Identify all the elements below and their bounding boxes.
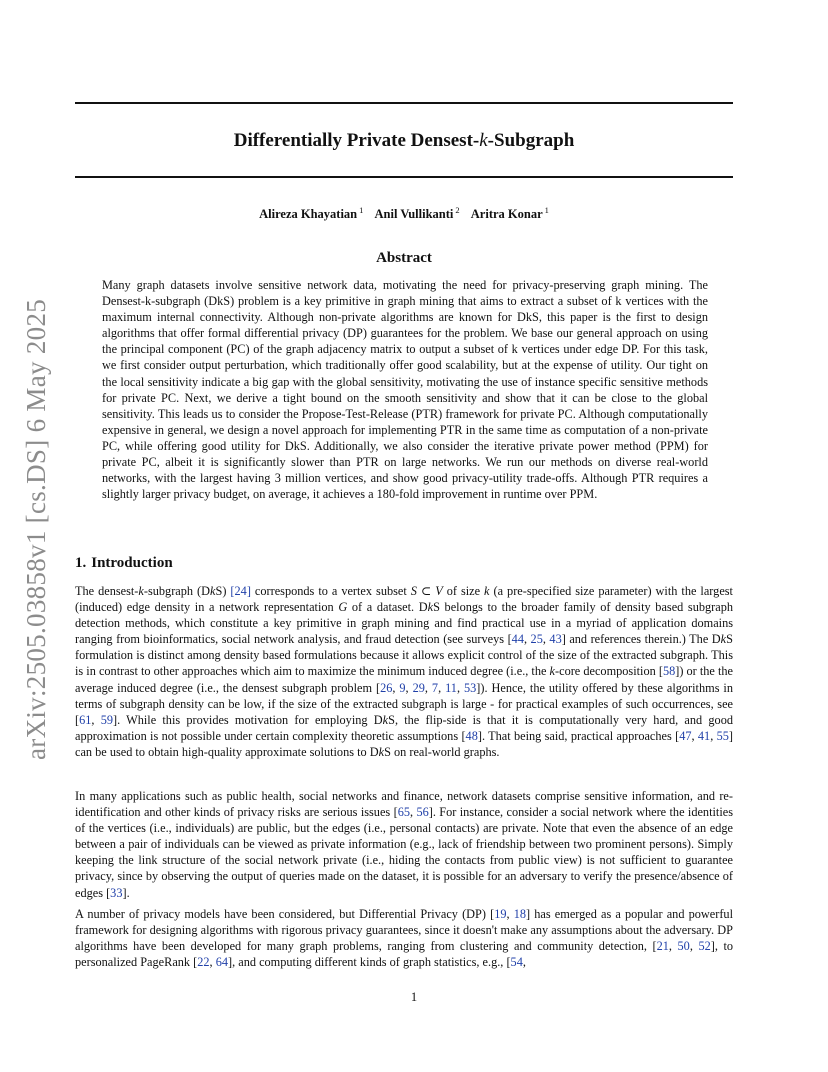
title-top-rule <box>75 102 733 104</box>
math-symbol: k <box>549 664 556 679</box>
author-3: Aritra Konar $^1$ <box>470 205 549 221</box>
arxiv-stamp: arXiv:2505.03858v1 [cs.DS] 6 May 2025 <box>21 298 51 760</box>
citation-link[interactable]: 58 <box>662 664 676 679</box>
citation-link[interactable]: 9 <box>399 680 406 695</box>
title-part-1: Differentially Private Densest- <box>233 130 480 151</box>
citation-link[interactable]: 61 <box>79 712 92 727</box>
citation-link[interactable]: 54 <box>510 955 523 970</box>
author-1: Alireza Khayatian $^1$ <box>259 205 364 221</box>
page-number: 1 <box>410 990 418 1004</box>
citation-link[interactable]: 43 <box>549 632 562 647</box>
math-symbol: k <box>378 744 385 759</box>
author-3-affiliation: 1 <box>544 205 549 215</box>
intro-paragraph-3: A number of privacy models have been considered, but Differential Privacy (DP) [19, 18] has emerged as a popular and powerful framework for designing algorithms with rigorous privacy guarantees, since it doesn't make any assumptions about the adversary. DP algorithms have been developed for many graph problems, ranging from clustering and community detection, [21, 50, 52], to personalized PageRank [22, 64], and computing different kinds of graph statistics, e.g., [54, <box>75 907 734 970</box>
citation-link[interactable]: 56 <box>416 805 429 820</box>
citation-link[interactable]: 50 <box>677 939 690 954</box>
math-symbol: k <box>720 632 727 647</box>
citation-link[interactable]: 29 <box>412 680 425 695</box>
math-symbol: k <box>210 584 216 598</box>
citation-link[interactable]: 48 <box>465 728 478 743</box>
author-2: Anil Vullikanti $^2$ <box>374 205 460 221</box>
math-symbol: G <box>338 600 348 615</box>
citation-link[interactable]: 33 <box>110 885 123 900</box>
author-1-affiliation: 1 <box>359 205 364 215</box>
citation-link[interactable]: 25 <box>530 632 543 647</box>
math-symbol: S ⊂ V <box>410 584 443 598</box>
citation-link[interactable]: 7 <box>431 680 439 695</box>
math-symbol: k <box>484 584 490 598</box>
citation-link[interactable]: 11 <box>445 680 457 695</box>
author-list <box>75 205 733 222</box>
citation-link[interactable]: 59 <box>100 712 113 727</box>
intro-paragraph-2: In many applications such as public health, social networks and finance, network datasets comprise sensitive information, and re-identification and other kinds of privacy risks are serious issues [65, 56]. For instance, consider a social network where the identities of the vertices (i.e., individuals) are public, but the edges (i.e., personal contacts) are private. Note that even the absence of an edge between a pair of individuals can be viewed as private information (e.g., lack of friendship between two prominent persons). Simply keeping the link structure of the social network private (i.e., hiding the contacts from public view) is not sufficient to guarantee privacy, since by observing the output of queries made on the dataset, it is possible for an adversary to verify the presence/absence of edges [33]. <box>75 789 733 900</box>
math-symbol: k <box>138 584 144 598</box>
abstract-heading: Abstract <box>376 250 432 266</box>
citation-link[interactable]: 64 <box>215 955 228 970</box>
section-title: Introduction <box>91 555 173 571</box>
citation-link[interactable]: 21 <box>656 939 669 954</box>
citation-link[interactable]: 53 <box>463 680 477 695</box>
citation-link[interactable]: 41 <box>697 728 711 743</box>
section-number: 1. <box>75 555 87 571</box>
math-symbol: k <box>427 600 434 615</box>
title-bottom-rule <box>75 176 733 178</box>
author-2-affiliation: 2 <box>455 205 460 215</box>
citation-link[interactable]: 22 <box>197 955 210 970</box>
citation-link[interactable]: 47 <box>679 728 692 743</box>
citation-link[interactable]: 55 <box>716 728 729 743</box>
section-heading-introduction <box>75 555 173 572</box>
citation-link[interactable]: 19 <box>494 907 507 921</box>
citation-link[interactable]: [24] <box>230 584 251 598</box>
citation-link[interactable]: 65 <box>397 805 410 820</box>
citation-link[interactable]: 44 <box>511 632 524 647</box>
abstract-body: Many graph datasets involve sensitive network data, motivating the need for privacy-preserving graph mining. The Densest-k-subgraph (DkS) problem is a key primitive in graph mining that aims to extract a subset of k vertices with the maximum internal connectivity. Although non-private algorithms are known for DkS, this paper is the first to design algorithms that offer formal differential privacy (DP) guarantees for the problem. We base our general approach on using the principal component (PC) of the graph adjacency matrix to output a subset of k vertices under edge DP. For this task, we first consider output perturbation, which traditionally offer good scalability, but at the expense of utility. Our tight on the local sensitivity indicate a big gap with the global sensitivity, motivating the use of instance specific sensitive methods for private PC. Next, we derive a tight bound on the smooth sensitivity and show that it can be close to the global sensitivity. This leads us to consider the Propose-Test-Release (PTR) framework for private PC. Although computationally expensive in general, we design a novel approach for implementing PTR in the same time as computation of a non-private PC, while offering good utility for DkS. Additionally, we also consider the iterative private power method (PPM) for private PC, albeit it is significantly slower than PTR on large networks. We run our methods on diverse real-world networks, with the largest having 3 million vertices, and show good privacy-utility trade-offs. Although PTR requires a slightly larger privacy budget, on average, it achieves a 180-fold improvement in runtime over PPM. <box>102 278 708 502</box>
title-part-2: -Subgraph <box>487 130 575 151</box>
intro-paragraph-1: The densest-k-subgraph (DkS) [24] corresponds to a vertex subset S ⊂ V of size k (a pre-specified size parameter) with the largest (induced) edge density in a network representation G of a dataset. DkS belongs to the broader family of density based subgraph detection methods, which constitute a key primitive in graph mining and find practical use in a myriad of application domains ranging from bioinformatics, social network analysis, and fraud detection (see surveys [44, 25, 43] and references therein.) The DkS formulation is distinct among density based formulations because it allows explicit control of the size of the extracted subgraph. This is in contrast to other approaches which aim to maximize the minimum induced degree (i.e., the k-core decomposition [58]) or the the average induced degree (i.e., the densest subgraph problem [26, 9, 29, 7, 11, 53]). Hence, the utility offered by these algorithms in terms of subgraph density can be low, if the size of the extracted subgraph is large - for practical examples of such occurrences, see [61, 59]. While this provides motivation for employing DkS, the flip-side is that it is computationally very hard, and good approximation is not possible under certain complexity theoretic assumptions [48]. That being said, practical approaches [47, 41, 55] can be used to obtain high-quality approximate solutions to DkS on real-world graphs. <box>75 584 734 759</box>
math-symbol: k <box>382 712 389 727</box>
title-math-k: k <box>479 130 488 151</box>
citation-link[interactable]: 26 <box>380 680 393 695</box>
paper-title <box>75 130 733 152</box>
citation-link[interactable]: 18 <box>513 907 527 921</box>
citation-link[interactable]: 52 <box>698 939 711 954</box>
